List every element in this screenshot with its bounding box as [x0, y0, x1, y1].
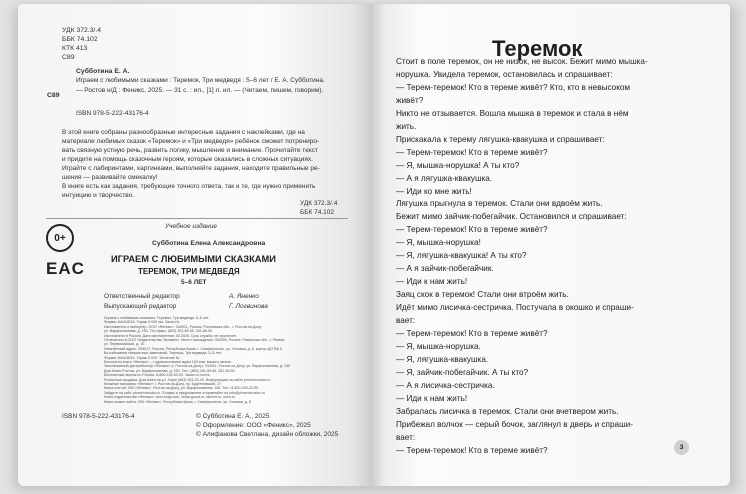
story-line: Идёт мимо лисичка-сестричка. Постучала в окошко и спраши- [396, 303, 634, 313]
annotation-line: интуицию и творчество. [62, 192, 135, 199]
story-line: — Терем-теремок! Кто в тереме живёт? [396, 225, 548, 235]
biblio-line: — Ростов н/Д : Феникс, 2025. — 31 с. : ил., [1] л. ил. — (Читаем, пишем, говорим). [76, 87, 324, 94]
ktk-code: КТК 413 [62, 45, 88, 52]
story-line: Заяц скок в теремок! Стали они втроём жить. [396, 290, 569, 300]
author-full-name: Субботина Елена Александровна [152, 240, 266, 247]
biblio-line: Играем с любимыми сказками : Теремок, Три медведя : 5–6 лет / Е. А. Субботина. [76, 77, 325, 84]
story-line: живёт? [396, 95, 424, 105]
credit-name: А. Яненко [229, 293, 259, 300]
imprint-line: Эксклюзивный дистрибьютор «Феникс» (г. Ростов-на-Дону): 344011, Ростов-на-Дону, ул. Варфоломеева, д. 150 [104, 364, 290, 369]
story-line: Стоит в поле теремок, он не низок, не высок. Бежит мимо мышка- [396, 57, 648, 66]
story-line: — Терем-теремок! Кто в тереме живёт? [396, 445, 548, 455]
cutter-code-side: С89 [47, 92, 60, 99]
age-rating-badge: 0+ [46, 224, 74, 252]
story-line: — Я, мышка-норушка. [396, 341, 481, 351]
story-title: Теремок [492, 36, 583, 61]
story-line: Бежит мимо зайчик-побегайчик. Остановился и спрашивает: [396, 212, 627, 222]
author-heading: Субботина Е. А. [76, 68, 130, 75]
imprint-line: Изменённый адрес: 295017, Россия, Республика Крым, г. Симферополь, ул. Узловая, д. 8, корпус ДОТ№ 5 [104, 346, 283, 351]
story-line: — Терем-теремок! Кто в тереме живёт? [396, 147, 548, 157]
story-line: Лягушка прыгнула в теремок. Стали они вдвоём жить. [396, 199, 603, 209]
eac-mark: EAC [46, 259, 85, 278]
page-number: 3 [674, 440, 689, 455]
divider [46, 218, 348, 219]
imprint-line: Дом Книги Ростов, ул. Варфоломеева, д. 150. Тел.: (863) 261-89-65, 261-89-50 [104, 368, 235, 373]
story-line: вает: [396, 432, 416, 442]
age-range: 5–6 ЛЕТ [181, 279, 207, 286]
story-line: — Я, мышка-норушка! А ты кто? [396, 160, 520, 170]
credit-role: Ответственный редактор [104, 293, 180, 300]
imprint-line: Отпечатано в ООО «Издательство Экзамен». Место нахождения: 390000, Россия, Рязанская обл., г. Рязань, [104, 338, 286, 342]
annotation-line: и придите на помощь сказочным героям, которые оказались в сложных ситуациях. [62, 156, 313, 163]
credit-name: Г. Логвинова [229, 303, 268, 310]
story-line: Никто не отзывается. Вошла мышка в теремок и стала в нём [396, 108, 629, 118]
isbn-bottom: ISBN 978-5-222-43176-4 [62, 413, 135, 420]
story-line: — Иди к нам жить! [396, 393, 468, 403]
imprint-line: Формат 84x108/16. Тираж 5 000. Тиснение № [104, 355, 180, 360]
bbk-bottom: ББК 74.102 [300, 209, 335, 216]
credit-role: Выпускающий редактор [104, 303, 177, 310]
imprint-line: Розничная продажа: Дом книги на ул. Зорге (863) 303-20-25. Информация на сайте phoenixrostov.ru [104, 377, 271, 382]
book-subtitle: ТЕРЕМОК, ТРИ МЕДВЕДЯ [138, 267, 240, 276]
imprint-line: Формат 84x108/16. Тираж 5 000 экз. Заказ № . [104, 320, 182, 325]
story-line: — Терем-теремок! Кто в тереме живёт? Кто, кто в невысоком [396, 82, 631, 92]
edition-type: Учебное издание [165, 223, 217, 230]
bbk-header: ББК 74.102 [62, 36, 98, 43]
imprint-line: Изготовлено в России. Дата изготовления: 04.2025. Срок службы не ограничен. [104, 333, 237, 338]
annotation-line: вать связную устную речь, развить логику, мышление и внимание. Прочитайте текст [62, 147, 318, 154]
imprint-line: Книги можно найти: 000 «Феникс», Республика Крым, г. Симферополь, ул. Узловая, д. 8 [104, 399, 251, 404]
imprint-line: Играем с любимыми сказками. Теремок, Три медведя: 5–6 лет. [104, 316, 210, 320]
imprint-line: Во избежание неприятных замечаний, Теремок, Три медведя: 5–6 лет. [104, 351, 222, 356]
imprint-line: Книга-почтой: 000 «Феникс». Ростов-на-Дону, ул. Варфоломеева, 150. Тел.: 8-800-200-23-95 [104, 386, 259, 391]
imprint-line: ул. Варфоломеева, д. 150. Тел./факс: (863) 261-89-65, 261-89-50. [104, 329, 214, 334]
story-line: — А я лисичка-сестричка. [396, 380, 495, 390]
story-line: Забралась лисичка в теремок. Стали они вчетвером жить. [396, 406, 619, 416]
story-line: Прибежал волчок — серый бочок, заглянул в дверь и спраши- [396, 419, 633, 429]
copyright-line: © Субботина Е. А., 2025 [196, 413, 270, 420]
story-line: — Я, зайчик-побегайчик. А ты кто? [396, 367, 529, 377]
copyright-line: © Алифанова Светлана, дизайн обложки, 2025 [196, 431, 339, 438]
udk-bottom: УДК 372.3/.4 [300, 200, 338, 207]
story-line: — Иди к нам жить! [396, 277, 468, 287]
cutter-code: С89 [62, 54, 75, 61]
imprint-line: Бесплатный звонок по России: 8-800-100-00-00. Заказ по почте. [104, 373, 211, 378]
isbn-top: ISBN 978-5-222-43176-4 [76, 110, 149, 117]
story-line: — Я, лягушка-квакушка. [396, 354, 489, 364]
imprint-line: ул. Первомайская, д. 10. [104, 342, 146, 347]
annotation-line: В книге есть как задания, требующие точного ответа, так и те, где нужно применить [62, 183, 316, 190]
annotation-line: шения — развивайте смекалку! [62, 174, 158, 181]
story-line: вает: [396, 316, 416, 326]
story-line: — Я, лягушка-квакушка! А ты кто? [396, 251, 527, 261]
imprint-line: Изготовитель и импортёр: ООО «Феникс». 344011, Россия, Ростовская обл., г. Ростов-на-Дону, [104, 324, 262, 329]
story-line: — Иди ко мне жить! [396, 186, 472, 196]
udk-header: УДК 372.3/.4 [62, 27, 102, 34]
story-line: — А я зайчик-побегайчик. [396, 264, 494, 274]
story-line: норушка. Увидела теремок, остановилась и спрашивает: [396, 69, 613, 79]
story-line: — Терем-теремок! Кто в тереме живёт? [396, 329, 548, 339]
imprint-line: Бесплатно книги «Феникс» – с удовольствием ждём 100 книг вашего заказа. [104, 360, 232, 364]
story-line: — Я, мышка-норушка! [396, 238, 481, 248]
annotation-line: материале любимых сказок «Теремок» и «Три медведя» ребёнок сможет потрениро- [62, 138, 320, 145]
copyright-line: © Оформление: ООО «Феникс», 2025 [196, 422, 311, 429]
story-text [396, 56, 716, 458]
book-title: ИГРАЕМ С ЛЮБИМЫМИ СКАЗКАМИ [111, 254, 276, 264]
story-line: Прискакала к терему лягушка-квакушка и спрашивает: [396, 134, 605, 144]
imprint-line: Книжные магазины «Феникс»: г. Ростов-на-Дону, пр. Будённовский, 27. [104, 382, 222, 386]
imprint-line: Книги издательства «Феникс»: dom-knigi.com, chitai-gorod.ru, labirint.ru, ozon.ru [104, 395, 235, 400]
imprint-line: Зайдите на сайт: phoenixbooks.ru. Отзывы и предложения отправляйте на info@phoenixrostov.ru [104, 390, 265, 395]
annotation-line: Играйте с лабиринтами, картинками, выполняйте задания, находите правильные ре- [62, 165, 320, 172]
story-line: — А я лягушка-квакушка. [396, 173, 493, 183]
story-line: жить. [396, 121, 417, 131]
annotation-line: В этой книге собраны разнообразные интересные задания с наклейками, где на [62, 129, 305, 136]
